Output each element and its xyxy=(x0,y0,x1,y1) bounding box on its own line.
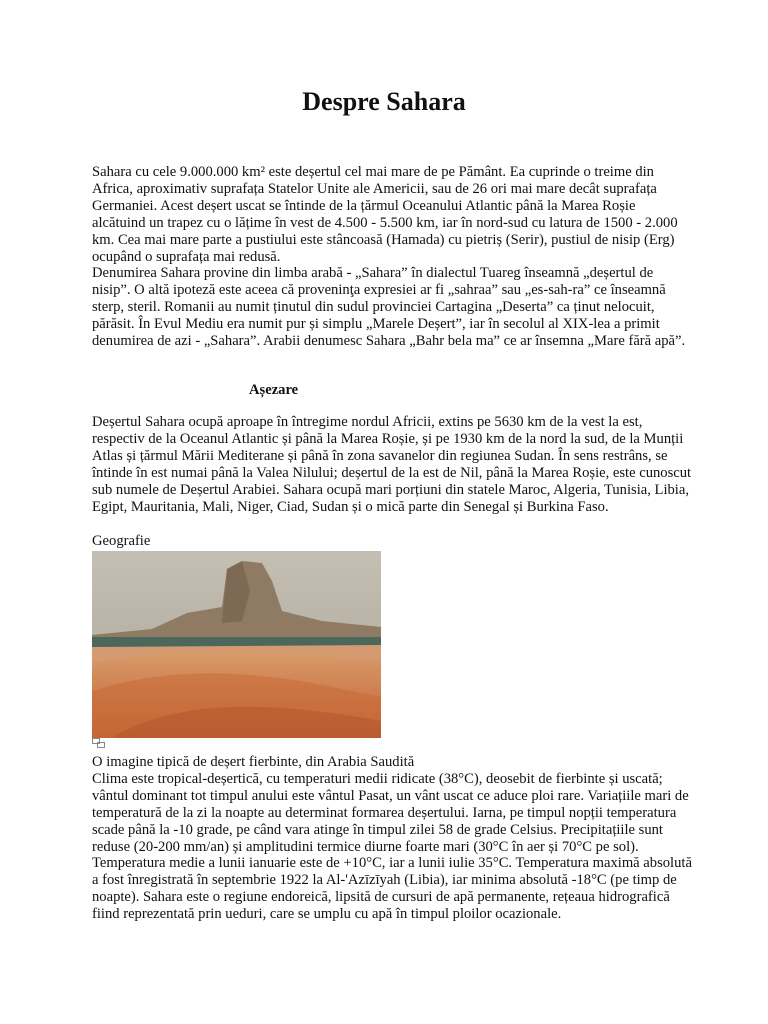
asezare-section xyxy=(92,414,692,515)
page-title: Despre Sahara xyxy=(302,87,466,116)
image-anchor-icon xyxy=(92,738,106,748)
intro-paragraph-2: Denumirea Sahara provine din limba arabă - „Sahara” în dialectul Tuareg înseamnă „deșertul de nisip”. O altă ipoteză este aceea că proveninţa expresiei ar fi „sahraa” sau „es-sah-ra” ce înseamnă sterp, steril. Romanii au numit ținutul din sudul provinciei Cartagina „Deserta” ca ținut nelocuit, părăsit. În Evul Mediu era numit pur și simplu „Marele Deșert”, iar în secolul al XIX-lea a primit denumirea de azi - „Sahara”. Arabii denumesc Sahara „Bahr bela ma” ce ar însemna „Mare fără apă”. xyxy=(92,265,686,350)
desert-photo xyxy=(92,551,381,738)
desert-photo-illustration xyxy=(92,551,381,738)
caption-and-climate xyxy=(92,754,692,923)
intro-section xyxy=(92,164,692,350)
geography-label: Geografie xyxy=(92,533,151,549)
climate-paragraph: Clima este tropical-deșertică, cu temperaturi medii ridicate (38°C), deosebit de fierbinte și uscată; vântul dominant tot timpul anului este vântul Pasat, un vânt uscat ce aduce ploi rare. Variațiile mari de temperatură de la zi la noapte au determinat formarea deșertului. Iarna, pe timpul nopții temperatura scade până la -10 grade, pe când vara atinge în timpul zilei 58 de grade Celsius. Precipitațiile sunt reduse (20-200 mm/an) și amplitudini termice diurne foarte mari (30°C în aer și 70°C pe sol). Temperatura medie a lunii ianuarie este de +10°C, iar a lunii iulie 35°C. Temperatura maximă absolută a fost înregistrată în septembrie 1922 la Al-'Azīzīyah (Libia), iar minima absolută -18°C (pe timp de noapte). Sahara este o regiune endoreică, lipsită de cursuri de apă permanente, rețeaua hidrografică fiind reprezentată prin ueduri, care se umplu cu apă în timpul ploilor ocazionale. xyxy=(92,770,692,923)
image-caption: O imagine tipică de deșert fierbinte, din Arabia Saudită xyxy=(92,754,415,770)
asezare-paragraph: Deșertul Sahara ocupă aproape în întregime nordul Africii, extins pe 5630 km de la vest la est, respectiv de la Oceanul Atlantic și până la Marea Roșie, și pe 1930 km de la nord la sud, de la Munții Atlas și țărmul Mării Mediterane și până în zona savanelor din regiunea Sudan. În sens restrâns, se întinde în est numai până la Valea Nilului; deșertul de la est de Nil, până la Marea Roșie, este cunoscut sub numele de Deșertul Arabiei. Sahara ocupă mari porțiuni din statele Maroc, Algeria, Tunisia, Libia, Egipt, Mauritania, Mali, Niger, Ciad, Sudan și o mică parte din Senegal și Burkina Faso. xyxy=(92,414,692,515)
intro-paragraph-1: Sahara cu cele 9.000.000 km² este deșertul cel mai mare de pe Pământ. Ea cuprinde o treime din Africa, aproximativ suprafața Statelor Unite ale Americii, sau de 26 ori mai mare decât suprafața Germaniei. Acest deșert uscat se întinde de la țărmul Oceanului Atlantic până la Marea Roșie alcătuind un trapez cu o lățime în vest de 4.500 - 5.500 km, iar în nord-sud cu latura de 1500 - 2.000 km. Cea mai mare parte a pustiului este stâncoasă (Hamada) cu pietriș (Serir), pustiul de nisip (Erg) ocupând o suprafața mai redusă. xyxy=(92,164,678,265)
section-heading-asezare: Așezare xyxy=(249,382,299,398)
